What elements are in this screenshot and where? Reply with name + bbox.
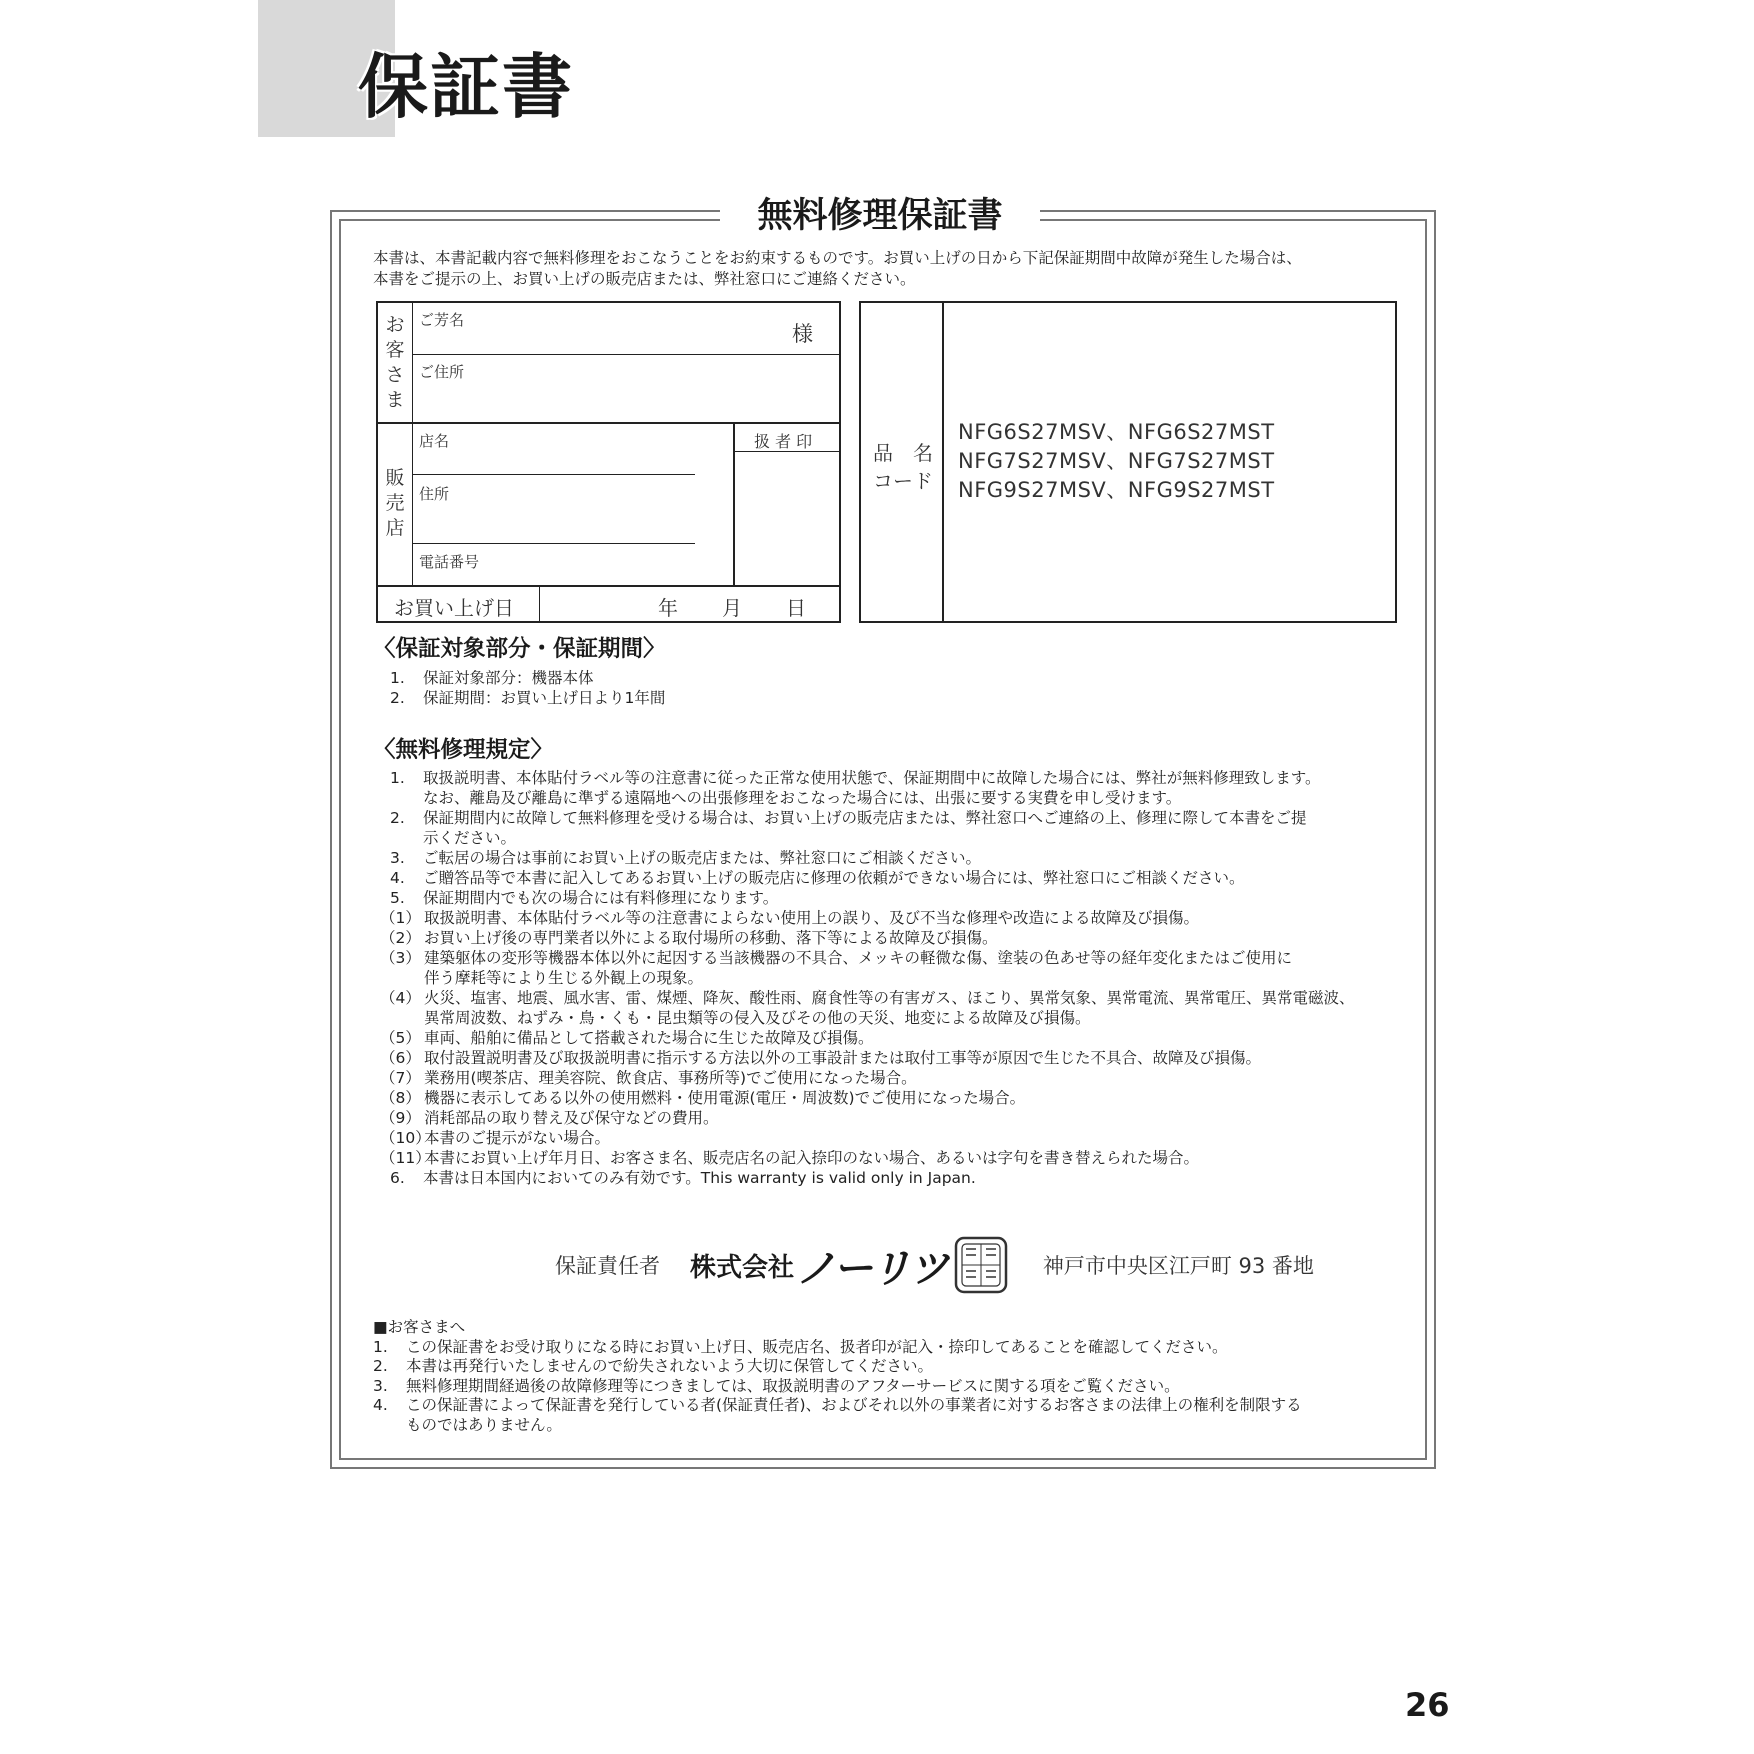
intro-line: 本書は、本書記載内容で無料修理をおこなうことをお約束するものです。お買い上げの日から下記保証期間中故障が発生した場合は、 <box>373 249 1302 267</box>
list-item: 5. 保証期間内でも次の場合には有料修理になります。 <box>390 889 779 907</box>
list-item: 4. ご贈答品等で本書に記入してあるお買い上げの販売店に修理の依頼ができない場合には、弊社窓口にご相談ください。 <box>390 869 1245 887</box>
product-divider <box>942 303 944 621</box>
list-item-continuation: ものではありません。 <box>406 1415 562 1434</box>
store-phone-label: 電話番号 <box>419 553 480 571</box>
list-item: 6. 本書は日本国内においてのみ有効です。This warranty is valid only in Japan. <box>390 1169 976 1187</box>
purchase-date-label: お買い上げ日 <box>394 596 514 620</box>
form-divider <box>412 354 839 355</box>
stamp-divider <box>733 422 735 585</box>
intro-text <box>373 248 1393 290</box>
list-item-continuation: 伴う摩耗等により生じる外観上の現象。 <box>424 969 704 987</box>
product-code-label: コード <box>873 469 933 493</box>
rules-list <box>380 768 1355 1188</box>
rules-heading: 〈無料修理規定〉 <box>373 737 554 763</box>
section-divider <box>412 303 413 587</box>
sub-list-item: （5） 車両、船舶に備品として搭載された場合に生じた故障及び損傷。 <box>380 1029 874 1047</box>
product-code: NFG6S27MSV、NFG6S27MST <box>958 420 1275 444</box>
brand-logo: ノーリツ <box>796 1245 947 1292</box>
sub-list-item: （1） 取扱説明書、本体貼付ラベル等の注意書によらない使用上の誤り、及び不当な修理や改造による故障及び損傷。 <box>380 909 1200 927</box>
company-name: 株式会社 <box>690 1252 795 1283</box>
list-item-continuation: なお、離島及び離島に準ずる遠隔地への出張修理をおこなった場合には、出張に要する実費を申し受けます。 <box>423 789 1182 807</box>
month-label: 月 <box>722 596 742 620</box>
customer-notes <box>373 1318 1302 1435</box>
sub-list-item: （7） 業務用(喫茶店、理美容院、飲食店、事務所等)でご使用になった場合。 <box>380 1069 917 1087</box>
customer-address-label: ご住所 <box>419 363 465 381</box>
sub-list-item: （4） 火災、塩害、地震、風水害、雷、煤煙、降灰、酸性雨、腐食性等の有害ガス、ほこり、異常気象、異常電流、異常電圧、異常電磁波、 <box>380 989 1355 1007</box>
list-item: 1. 保証対象部分：機器本体 <box>390 669 594 687</box>
form-divider <box>378 422 839 424</box>
sub-list-item: （8） 機器に表示してある以外の使用燃料・使用電源(電圧・周波数)でご使用になった場合。 <box>380 1089 1026 1107</box>
product-name-label: 品 名 <box>873 441 933 465</box>
list-item: 2. 保証期間内に故障して無料修理を受ける場合は、お買い上げの販売店または、弊社窓口へご連絡の上、修理に際して本書をご提 <box>390 809 1307 827</box>
page-number: 26 <box>1405 1686 1450 1724</box>
date-divider <box>539 585 540 621</box>
responsible-role: 保証責任者 <box>555 1254 660 1278</box>
product-code-list <box>958 418 1275 505</box>
list-item-continuation: 示ください。 <box>423 829 517 847</box>
form-divider <box>378 585 839 587</box>
list-item: 2. 保証期間：お買い上げ日より1年間 <box>390 689 666 707</box>
sub-list-item: （9） 消耗部品の取り替え及び保守などの費用。 <box>380 1109 719 1127</box>
customer-section-label: お 客 さ ま <box>385 314 405 411</box>
sub-list-item: （6） 取付設置説明書及び取扱説明書に指示する方法以外の工事設計または取付工事等が原因で生じた不具合、故障及び損傷。 <box>380 1049 1262 1067</box>
list-item: 1. この保証書をお受け取りになる時にお買い上げ日、販売店名、扱者印が記入・捺印してあることを確認してください。 <box>373 1337 1228 1356</box>
sub-list-item: （11） 本書にお買い上げ年月日、お客さま名、販売店名の記入捺印のない場合、あるいは字句を書き替えられた場合。 <box>380 1149 1200 1167</box>
list-item: 3. 無料修理期間経過後の故障修理等につきましては、取扱説明書のアフターサービスに関する項をご覧ください。 <box>373 1376 1180 1395</box>
store-section-label: 販 売 店 <box>385 467 405 539</box>
warranty-title: 無料修理保証書 <box>720 192 1040 240</box>
intro-line: 本書をご提示の上、お買い上げの販売店または、弊社窓口にご連絡ください。 <box>373 270 916 288</box>
customer-store-form <box>376 301 841 623</box>
list-item: 2. 本書は再発行いたしませんので紛失されないよう大切に保管してください。 <box>373 1357 934 1375</box>
product-code: NFG9S27MSV、NFG9S27MST <box>958 478 1275 502</box>
coverage-list <box>390 668 665 708</box>
handler-stamp-label: 扱 者 印 <box>754 432 813 451</box>
list-item-continuation: 異常周波数、ねずみ・鳥・くも・昆虫類等の侵入及びその他の天災、地変による故障及び損傷。 <box>424 1009 1091 1027</box>
day-label: 日 <box>786 596 806 620</box>
sub-list-item: （10） 本書のご提示がない場合。 <box>380 1129 611 1147</box>
list-item: 1. 取扱説明書、本体貼付ラベル等の注意書に従った正常な使用状態で、保証期間中に故障した場合には、弊社が無料修理致します。 <box>390 769 1321 787</box>
sub-list-item: （3） 建築躯体の変形等機器本体以外に起因する当該機器の不具合、メッキの軽微な傷、塗装の色あせ等の経年変化またはご使用に <box>380 949 1293 967</box>
warranty-responsible <box>555 1240 1314 1290</box>
store-address-label: 住所 <box>419 485 450 503</box>
page-title: 保証書 <box>358 46 574 128</box>
store-name-label: 店名 <box>419 432 450 450</box>
form-divider <box>412 543 695 544</box>
notes-heading: ■お客さまへ <box>373 1318 466 1336</box>
company-seal-icon <box>953 1235 1009 1295</box>
sub-list-item: （2） お買い上げ後の専門業者以外による取付場所の移動、落下等による故障及び損傷。 <box>380 929 998 947</box>
company-address: 神戸市中央区江戸町 93 番地 <box>1042 1254 1314 1278</box>
list-item: 4. この保証書によって保証書を発行している者(保証責任者)、およびそれ以外の事業者に対するお客さまの法律上の権利を制限する <box>373 1396 1302 1414</box>
customer-name-label: ご芳名 <box>419 311 465 329</box>
form-divider <box>412 474 695 475</box>
year-label: 年 <box>658 596 678 620</box>
list-item: 3. ご転居の場合は事前にお買い上げの販売店または、弊社窓口にご相談ください。 <box>390 849 982 867</box>
product-code: NFG7S27MSV、NFG7S27MST <box>958 449 1275 473</box>
coverage-heading: 〈保証対象部分・保証期間〉 <box>373 636 666 662</box>
honorific-label: 様 <box>792 322 813 346</box>
